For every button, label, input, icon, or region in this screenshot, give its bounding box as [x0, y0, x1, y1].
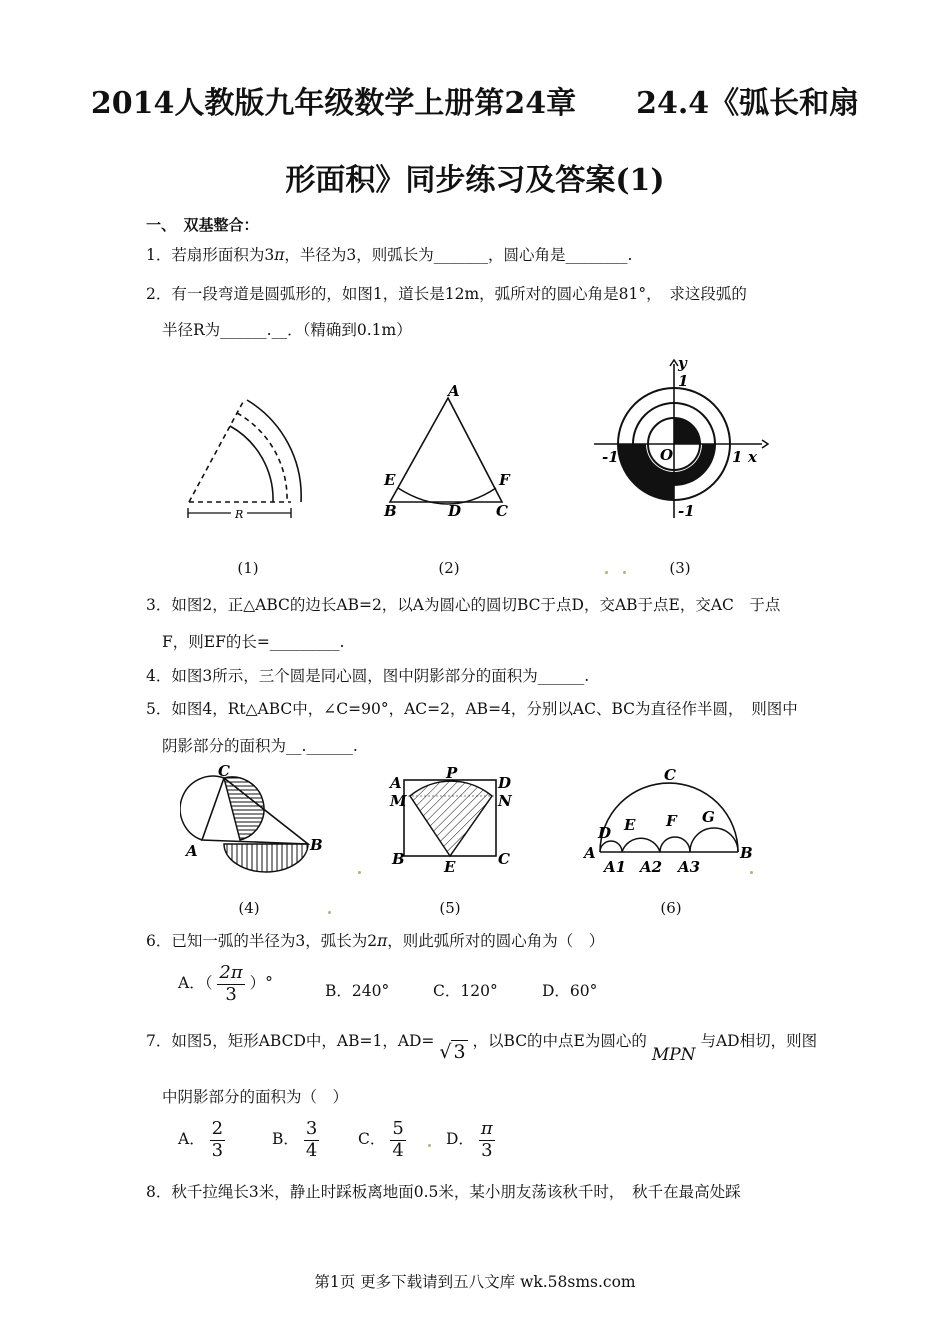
doc-title-line1: 2014人教版九年级数学上册第24章 24.4《弧长和扇: [90, 86, 860, 121]
figure-5-label-p: P: [446, 766, 458, 782]
question-6: [146, 929, 604, 951]
q7-option-c-letter: C．: [358, 1130, 386, 1149]
question-5-line2: 阴影部分的面积为__.______.: [162, 737, 358, 755]
q7-arc-mpn: MPN: [651, 1045, 696, 1065]
question-5-line1: 5．如图4，Rt△ABC中，∠C=90°，AC=2，AB=4，分别以AC、BC为直径作半圆， 则图中: [146, 700, 798, 718]
q7-option-b-num: 3: [305, 1118, 318, 1139]
figure-6-label-d: D: [598, 824, 612, 842]
figure-6-label-c: C: [664, 766, 676, 784]
figure-6-label-g: G: [702, 808, 715, 826]
q6-option-b: B．240°: [325, 982, 390, 1000]
stray-dot: [623, 571, 626, 574]
figure-6-label-f: F: [666, 812, 677, 830]
figure-2-label-e: E: [384, 471, 396, 489]
question-7-line1: [146, 1029, 818, 1065]
q7-option-c-num: 5: [392, 1118, 404, 1139]
question-2-line2: 半径R为______.__．（精确到0.1m）: [162, 321, 412, 339]
figure-2-label-b: B: [384, 502, 397, 520]
q7-text-a: 7．如图5，矩形ABCD中，AB=1，AD=: [146, 1032, 435, 1050]
figure-4-label-c: C: [218, 764, 230, 780]
q7-option-a-fraction: [210, 1119, 225, 1161]
question-1: [146, 243, 632, 265]
q6-option-a-suffix: ）°: [249, 974, 273, 993]
figure-5-label-c: C: [498, 850, 510, 868]
figure-1-caption: (1): [237, 559, 259, 577]
q7-option-b-fraction: [304, 1119, 319, 1161]
figure-2-label-d: D: [448, 502, 462, 520]
figure-3-label-neg1-bottom: -1: [678, 502, 695, 520]
figure-5-label-b: B: [392, 850, 405, 868]
q6-text: 6．已知一弧的半径为3，弧长为2: [146, 932, 378, 950]
q7-option-d-den: 3: [481, 1139, 493, 1161]
section-heading: 一、 双基整合：: [146, 216, 259, 234]
figure-6-label-b: B: [740, 844, 753, 862]
q6-option-a-den: 3: [225, 983, 237, 1005]
figure-5-label-d: D: [498, 774, 512, 792]
question-7-line2: 中阴影部分的面积为（ ）: [162, 1088, 349, 1106]
question-3-line2: F，则EF的长=_________.: [162, 633, 345, 651]
q7-option-d-letter: D．: [446, 1130, 474, 1149]
q6-pi: π: [377, 932, 388, 950]
q7-option-a-den: 3: [211, 1139, 224, 1161]
figure-5-label-m: M: [390, 792, 407, 810]
figure-4-label-a: A: [186, 842, 198, 860]
figure-6-label-e: E: [624, 816, 636, 834]
figure-2-triangle: [378, 382, 518, 522]
figure-6-label-a: A: [584, 844, 596, 862]
q1-text-b: ，半径为3，则弧长为_______，圆心角是________.: [284, 246, 633, 264]
figure-2-caption: (2): [438, 559, 460, 577]
figure-3-concentric-circles: [590, 356, 770, 526]
q6-option-a-fraction: [217, 963, 244, 1005]
figure-6-semicircles: [578, 764, 758, 879]
figure-6-caption: (6): [660, 899, 682, 917]
figure-5-label-a: A: [390, 774, 402, 792]
figure-3-label-y: y: [678, 356, 687, 372]
page-footer: 第1页 更多下载请到五八文库 wk.58sms.com: [314, 1273, 636, 1291]
figure-3-caption: (3): [669, 559, 691, 577]
q7-sqrt-radicand: 3: [453, 1041, 466, 1063]
q7-text-b: ，以BC的中点E为圆心的: [472, 1032, 647, 1050]
figure-5-label-n: N: [498, 792, 512, 810]
q1-pi: π: [274, 246, 285, 264]
q6-tail: ，则此弧所对的圆心角为（ ）: [387, 932, 605, 950]
doc-title-line2: 形面积》同步练习及答案(1): [285, 163, 665, 198]
figure-4-caption: (4): [238, 899, 260, 917]
figure-2-label-a: A: [448, 382, 460, 400]
figure-3-label-x: x: [748, 448, 757, 466]
figure-6-label-a2: A2: [640, 858, 663, 876]
q7-text-c: 与AD相切，则图: [700, 1032, 818, 1050]
question-4: 4．如图3所示，三个圆是同心圆，图中阴影部分的面积为______.: [146, 667, 590, 685]
stray-dot: [605, 571, 608, 574]
figure-4-right-triangle: [180, 764, 330, 874]
question-8: 8．秋千拉绳长3米，静止时踩板离地面0.5米，某小朋友荡该秋千时， 秋千在最高处踩: [146, 1183, 741, 1201]
figure-3-label-1-top: 1: [678, 372, 689, 390]
q7-option-b: [272, 1119, 319, 1161]
figure-1-curved-road: [175, 392, 315, 527]
figure-6-label-a3: A3: [678, 858, 701, 876]
q6-option-d: D．60°: [542, 982, 598, 1000]
q7-option-b-den: 4: [305, 1139, 318, 1161]
figure-3-label-1-right: 1: [732, 448, 743, 466]
figure-3-label-o: O: [660, 446, 674, 464]
figure-1-label-r: R: [235, 508, 244, 521]
question-2-line1: 2．有一段弯道是圆弧形的，如图1，道长是12m，弧所对的圆心角是81°， 求这段弧的: [146, 285, 747, 303]
figure-5-caption: (5): [439, 899, 461, 917]
q1-text-a: 1．若扇形面积为3: [146, 246, 275, 264]
stray-dot: [328, 911, 331, 914]
q7-option-d-fraction: [479, 1119, 495, 1161]
q7-sqrt: √ 3: [439, 1041, 466, 1063]
q7-option-c: [358, 1119, 406, 1161]
q6-option-c: C．120°: [433, 982, 498, 1000]
stray-dot: [358, 871, 361, 874]
q7-option-c-fraction: [390, 1119, 405, 1161]
figure-2-label-f: F: [499, 471, 510, 489]
question-3-line1: 3．如图2，正△ABC的边长AB=2，以A为圆心的圆切BC于点D，交AB于点E，交AC 于点: [146, 596, 781, 614]
q6-option-a-num: 2π: [219, 962, 243, 983]
stray-dot: [750, 871, 753, 874]
q7-option-a-letter: A．: [178, 1130, 205, 1149]
q7-option-d: [446, 1119, 495, 1161]
q7-option-a-num: 2: [211, 1118, 224, 1139]
stray-dot: [428, 1144, 431, 1147]
figure-3-label-neg1-left: -1: [602, 448, 619, 466]
q6-option-a-prefix: A．（: [178, 974, 213, 993]
figure-6-label-a1: A1: [604, 858, 627, 876]
q7-option-a: [178, 1119, 225, 1161]
figure-4-label-b: B: [310, 836, 323, 854]
q6-option-a: [178, 963, 273, 1005]
q7-option-c-den: 4: [392, 1139, 404, 1161]
figure-5-label-e: E: [444, 858, 456, 876]
q7-option-b-letter: B．: [272, 1130, 299, 1149]
q7-option-d-num: π: [480, 1118, 493, 1139]
figure-5-rectangle: [388, 766, 518, 876]
figure-2-label-c: C: [496, 502, 508, 520]
